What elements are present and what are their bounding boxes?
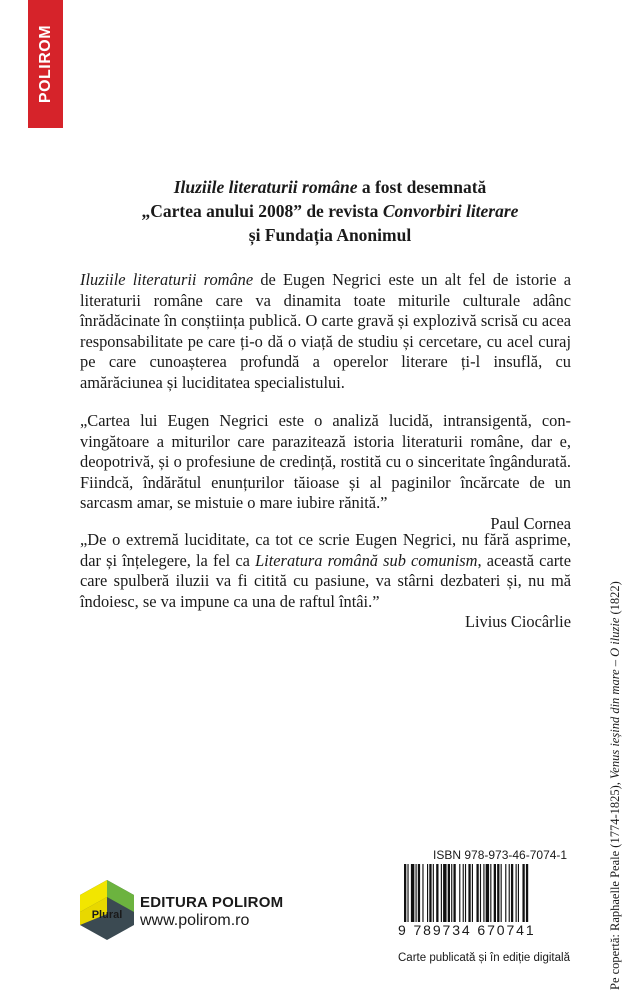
isbn-label: ISBN 978-973-46-7074-1 [433, 848, 568, 862]
award-line-1: Iluziile literaturii române a fost desemnată [173, 177, 487, 197]
plural-logo-icon [80, 880, 134, 940]
quote-2-book-title: Literatura română sub comunism [255, 550, 478, 570]
brand-tab-label: POLIROM [36, 24, 54, 104]
award-announcement [80, 175, 580, 247]
award-line-2: „Cartea anului 2008” de revista Convorbiri literare [141, 201, 519, 221]
publisher-name: EDITURA POLIROM [140, 894, 284, 911]
magazine-name: Convorbiri literare [382, 201, 519, 221]
digital-edition-note: Carte publicată și în ediție digitală [398, 952, 570, 964]
publisher-brand-tab [28, 0, 63, 128]
book-title: Iluziile literaturii române [173, 177, 358, 197]
review-quote-1 [80, 411, 571, 535]
barcode-digits: 9 789734 670741 [398, 922, 536, 938]
book-description [80, 270, 571, 394]
plural-logo-text: Plural [91, 909, 123, 921]
intro-book-title: Iluziile literaturii române [80, 270, 254, 289]
award-line-3: și Fundația Anonimul [248, 225, 412, 245]
intro-text: de Eugen Negrici este un alt fel de istorie a literaturii române care va dinamita toate miturile culturale adânc înrădăcinate în conștiința publică. O carte gravă și explozivă scrisă cu acea responsabilitate pe care ți-o dă o viață de studiu și cercetare, cu acel curaj pe care cunoașterea profundă a operelor literare ți-l insuflă, cu amărăciunea și luciditatea specialistului. [80, 270, 571, 392]
publisher-website: www.polirom.ro [140, 912, 250, 929]
publisher-logo-block [80, 880, 300, 940]
barcode-icon [398, 864, 583, 922]
cover-art-credit: Pe copertă: Raphaelle Peale (1774-1825), Venus ieșind din mare – O iluzie (1822) [608, 581, 622, 990]
quote-1-author: Paul Cornea [490, 513, 571, 533]
isbn-barcode [398, 848, 583, 966]
quote-2-text: „De o extremă luciditate, ca tot ce scrie Eugen Negrici, nu fără asprime, dar și înțelegere, la fel ca Literatura română sub comunism, această carte care spulberă iluzii va fi citită cu pasiune, va stârni dezbateri și, nu mă îndoiesc, se va impune ca una de raftul întâi.” [80, 530, 572, 611]
review-quote-2 [80, 530, 571, 633]
quote-1-text: „Cartea lui Eugen Negrici este o analiză lucidă, intransigentă, convingătoare a miturilor care parazitează istoria literaturii române, dar e, deopotrivă, și o profesiune de credință, rostită cu o sinceritate îngândurată. Fiindcă, îndărătul enunțurilor tăioase și al paginilor încărcate de un sarcasm amar, se mistuie o mare iubire rănită.” [80, 411, 571, 513]
quote-2-author: Livius Ciocârlie [464, 612, 571, 632]
